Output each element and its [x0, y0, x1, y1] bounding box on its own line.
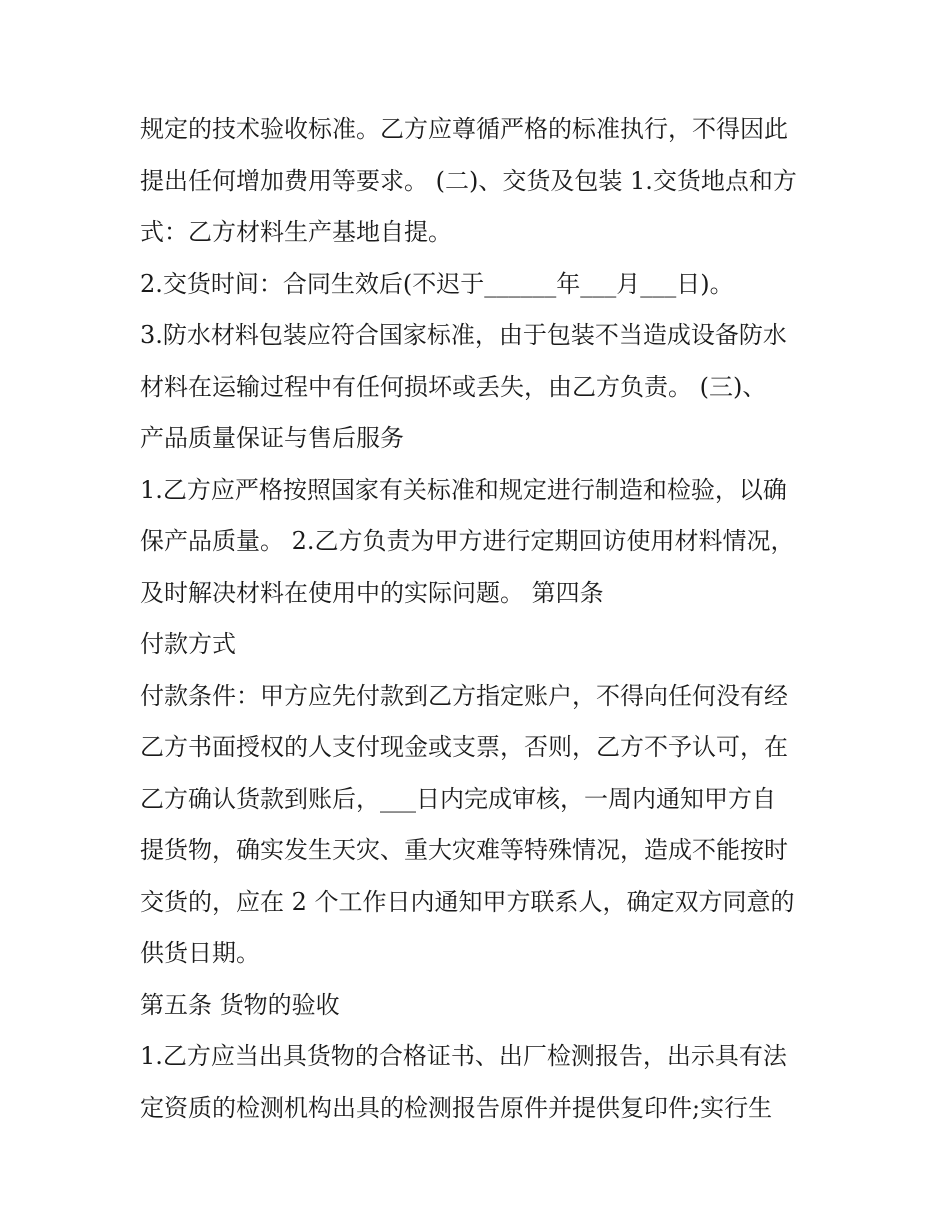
text-line: 乙方书面授权的人支付现金或支票，否则，乙方不予认可，在	[140, 733, 788, 761]
text-line: 提货物，确实发生天灾、重大灾难等特殊情况，造成不能按时	[140, 836, 788, 864]
text-line: 3.防水材料包装应符合国家标准，由于包装不当造成设备防水	[140, 321, 787, 349]
text-line: 及时解决材料在使用中的实际问题。 第四条	[140, 578, 604, 607]
text-line: 1.乙方应当出具货物的合格证书、出厂检测报告，出示具有法	[140, 1042, 787, 1070]
document-body	[140, 104, 830, 1134]
section-heading: 第五条 货物的验收	[140, 990, 340, 1019]
text-line: 提出任何增加费用等要求。 (二)、交货及包装 1.交货地点和方	[140, 166, 797, 195]
text-line: 供货日期。	[140, 939, 260, 967]
text-line: 1.乙方应严格按照国家有关标准和规定进行制造和检验，以确	[140, 475, 787, 504]
text-line: 材料在运输过程中有任何损坏或丢失，由乙方负责。 (三)、	[140, 372, 767, 401]
text-line: 乙方确认货款到账后，___日内完成审核，一周内通知甲方自	[140, 784, 776, 813]
text-line: 交货的，应在 2 个工作日内通知甲方联系人，确定双方同意的	[140, 887, 795, 916]
section-heading: 付款方式	[140, 630, 236, 658]
text-line: 定资质的检测机构出具的检测报告原件并提供复印件;实行生	[140, 1093, 773, 1122]
text-line: 保产品质量。 2.乙方负责为甲方进行定期回访使用材料情况，	[140, 527, 795, 555]
section-heading: 产品质量保证与售后服务	[140, 424, 404, 452]
text-line: 式：乙方材料生产基地自提。	[140, 218, 452, 246]
text-line: 规定的技术验收标准。乙方应尊循严格的标准执行，不得因此	[140, 115, 788, 143]
text-line: 付款条件：甲方应先付款到乙方指定账户，不得向任何没有经	[140, 681, 788, 710]
text-line: 2.交货时间：合同生效后(不迟于______年___月___日)。	[140, 269, 734, 298]
